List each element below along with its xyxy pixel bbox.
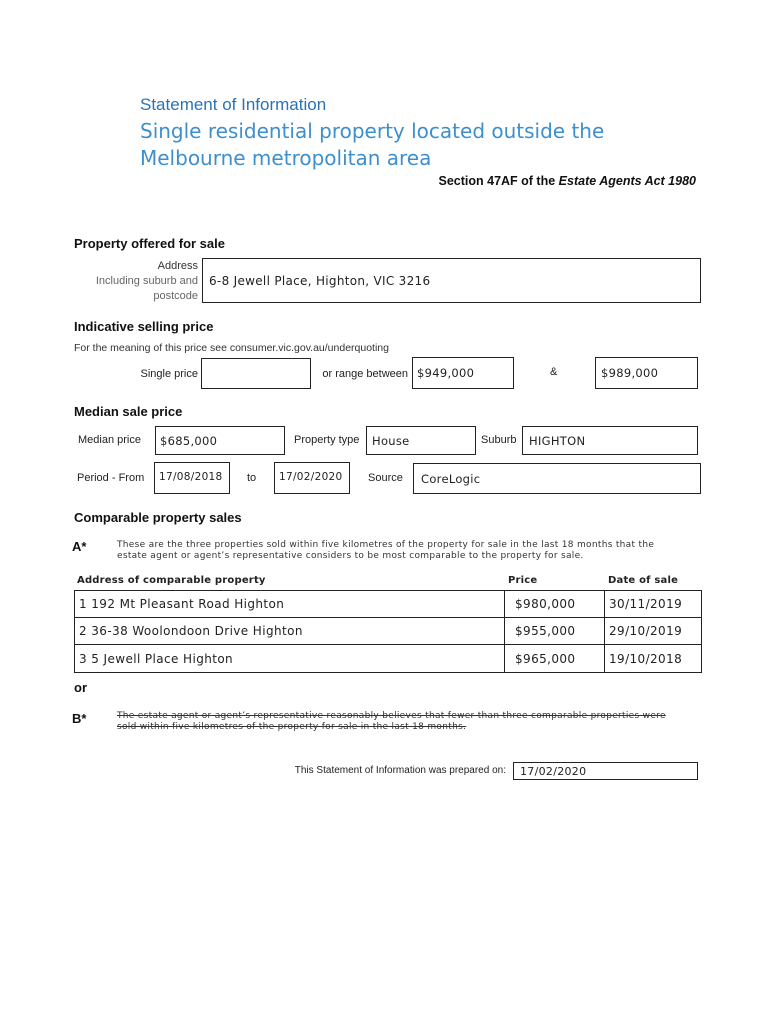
option-a-text xyxy=(117,540,707,561)
prepared-on-label: This Statement of Information was prepared on: xyxy=(294,765,506,776)
comparable-heading: Comparable property sales xyxy=(74,510,242,525)
section-prefix: Section 47AF of the xyxy=(438,174,556,188)
period-to-label: to xyxy=(247,472,257,484)
range-ampersand: & xyxy=(550,366,558,378)
comparable-row-2-number: 2 xyxy=(79,624,88,638)
median-price-label: Median price xyxy=(78,434,141,446)
comparable-row-3-number: 3 xyxy=(79,651,88,666)
comparable-row-2-address-text: 36-38 Woolondoon Drive Highton xyxy=(91,624,303,638)
underquoting-note: For the meaning of this price see consumer.vic.gov.au/underquoting xyxy=(74,342,389,354)
source-label: Source xyxy=(368,472,403,484)
range-high-field[interactable]: $989,000 xyxy=(595,357,698,389)
suburb-label: Suburb xyxy=(481,434,517,446)
comparable-row-1-date[interactable]: 30/11/2019 xyxy=(604,590,702,618)
section-act: Estate Agents Act 1980 xyxy=(558,174,696,188)
section-reference xyxy=(439,174,697,188)
property-address-field[interactable]: 6-8 Jewell Place, Highton, VIC 3216 xyxy=(202,258,701,303)
comparable-row-1-price[interactable]: $980,000 xyxy=(504,590,605,618)
property-type-field[interactable]: House xyxy=(366,426,476,455)
prepared-on-date-field[interactable]: 17/02/2020 xyxy=(513,762,698,780)
median-price-field[interactable]: $685,000 xyxy=(155,426,285,455)
document-title: Statement of Information xyxy=(140,95,327,114)
column-header-price: Price xyxy=(508,575,538,586)
option-a-text-line-2: estate agent or agent’s representative considers to be most comparable to the property for sale. xyxy=(117,550,584,561)
comparable-row-3-address[interactable] xyxy=(74,644,505,673)
range-label: or range between xyxy=(322,368,408,380)
column-header-date: Date of sale xyxy=(608,575,679,586)
subtitle-line-1: Single residential property located outside the xyxy=(140,119,605,143)
option-a-text-line-1: These are the three properties sold within five kilometres of the property for sale in the last 18 months that the xyxy=(117,540,655,550)
single-price-field[interactable] xyxy=(201,358,311,389)
option-b-text xyxy=(117,711,707,732)
period-to-field[interactable]: 17/02/2020 xyxy=(274,462,350,494)
document-subtitle xyxy=(140,118,660,172)
subtitle-line-2: Melbourne metropolitan area xyxy=(140,146,432,170)
period-from-field[interactable]: 17/08/2018 xyxy=(154,462,230,494)
address-label xyxy=(96,259,198,304)
source-field[interactable]: CoreLogic xyxy=(413,463,701,494)
comparable-row-3-address-text: 5 Jewell Place Highton xyxy=(91,651,234,666)
address-label-line-2: Including suburb and xyxy=(95,275,198,287)
property-type-label: Property type xyxy=(294,434,360,446)
address-label-line-3: postcode xyxy=(153,290,198,302)
comparable-row-2-address[interactable] xyxy=(74,617,505,645)
column-header-address: Address of comparable property xyxy=(77,575,266,586)
option-b-marker: B* xyxy=(72,711,87,726)
option-b-text-line-1: The estate agent or agent’s representative reasonably believes that fewer than three comparable properties were xyxy=(117,711,666,721)
comparable-row-1-address[interactable] xyxy=(74,590,505,618)
property-offered-heading: Property offered for sale xyxy=(74,236,225,251)
option-b-text-line-2: sold within five kilometres of the property for sale in the last 18 months. xyxy=(117,721,467,732)
comparable-row-3-price[interactable]: $965,000 xyxy=(504,644,605,673)
comparable-row-1-address-text: 192 Mt Pleasant Road Highton xyxy=(91,597,285,611)
median-price-heading: Median sale price xyxy=(74,404,183,419)
single-price-label: Single price xyxy=(140,368,198,380)
suburb-field[interactable]: HIGHTON xyxy=(522,426,698,455)
option-a-marker: A* xyxy=(72,539,87,554)
comparable-row-2-date[interactable]: 29/10/2019 xyxy=(604,617,702,645)
range-low-field[interactable]: $949,000 xyxy=(412,357,514,389)
address-label-line-1: Address xyxy=(157,260,198,272)
period-from-label: Period - From xyxy=(77,472,145,484)
comparable-row-1-number: 1 xyxy=(79,597,88,611)
comparable-row-2-price[interactable]: $955,000 xyxy=(504,617,605,645)
indicative-price-heading: Indicative selling price xyxy=(74,319,214,334)
or-separator: or xyxy=(74,680,87,695)
comparable-row-3-date[interactable]: 19/10/2018 xyxy=(604,644,702,673)
